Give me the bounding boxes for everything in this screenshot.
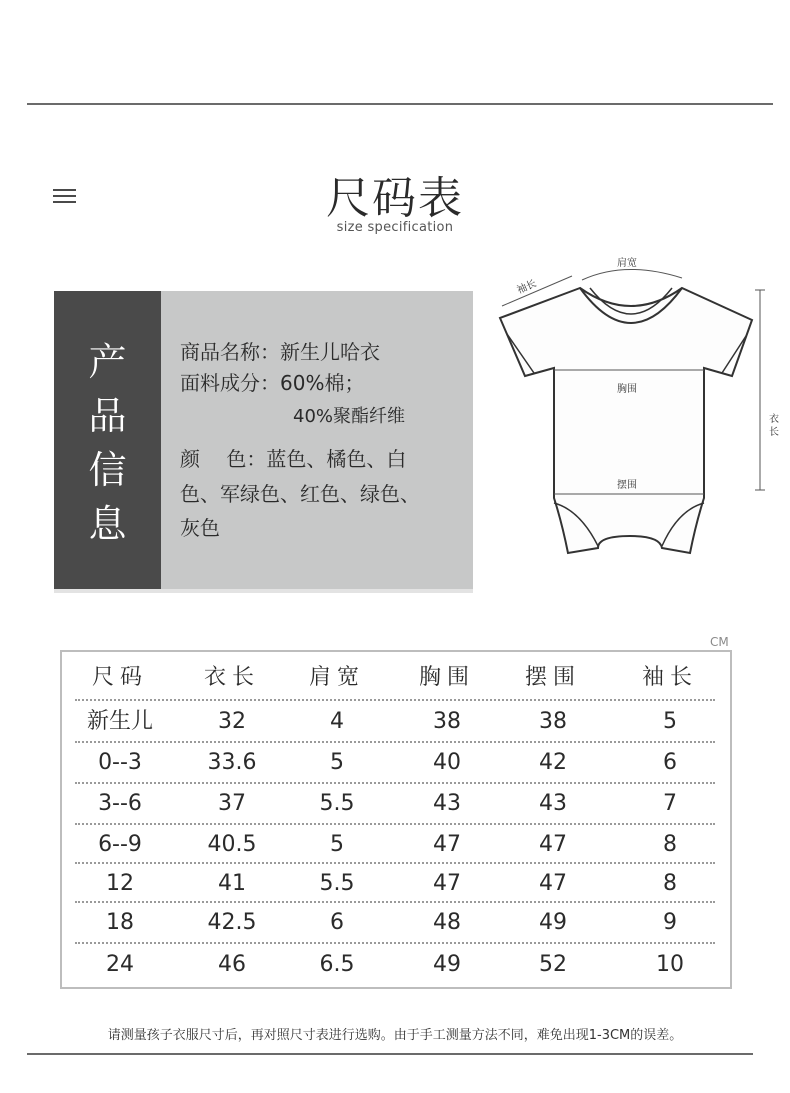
row-separator bbox=[75, 782, 715, 784]
table-cell: 6 bbox=[330, 910, 344, 935]
fabric-line: 面料成分：60%棉； bbox=[180, 371, 365, 395]
table-cell: 49 bbox=[433, 952, 461, 977]
table-cell: 37 bbox=[218, 791, 246, 816]
table-cell: 33.6 bbox=[207, 750, 257, 775]
table-row bbox=[75, 905, 715, 941]
table-cell: 10 bbox=[656, 952, 684, 977]
table-cell: 9 bbox=[663, 910, 677, 935]
table-row bbox=[75, 827, 715, 863]
table-cell: 52 bbox=[539, 952, 567, 977]
table-cell: 18 bbox=[106, 910, 134, 935]
sleeve-label: 袖长 bbox=[515, 278, 539, 297]
table-cell: 6 bbox=[663, 750, 677, 775]
row-separator bbox=[75, 862, 715, 864]
row-separator bbox=[75, 699, 715, 701]
table-cell: 40 bbox=[433, 750, 461, 775]
fabric-line-2: 40%聚酯纤维 bbox=[293, 406, 406, 427]
top-divider bbox=[27, 103, 773, 105]
bottom-divider bbox=[27, 1053, 753, 1055]
table-header-cell: 摆围 bbox=[524, 665, 581, 690]
table-cell: 5 bbox=[330, 750, 344, 775]
unit-label: CM bbox=[710, 635, 729, 649]
table-cell: 40.5 bbox=[207, 832, 257, 857]
heading-char: 产 bbox=[88, 340, 127, 384]
table-cell: 6--9 bbox=[98, 832, 142, 857]
table-header-cell: 胸围 bbox=[418, 665, 475, 690]
table-cell: 47 bbox=[539, 871, 567, 896]
table-header-cell: 袖长 bbox=[641, 665, 698, 690]
table-cell: 5 bbox=[663, 709, 677, 734]
chest-label: 胸围 bbox=[617, 384, 637, 395]
table-cell: 新生儿 bbox=[86, 709, 153, 734]
table-cell: 49 bbox=[539, 910, 567, 935]
color-line-3: 灰色 bbox=[180, 516, 220, 540]
table-cell: 46 bbox=[218, 952, 246, 977]
table-cell: 47 bbox=[433, 832, 461, 857]
table-cell: 6.5 bbox=[319, 952, 355, 977]
table-header-cell: 衣长 bbox=[203, 665, 260, 690]
bodysuit-outline bbox=[490, 248, 790, 578]
table-cell: 47 bbox=[539, 832, 567, 857]
page-title: 尺码表 bbox=[326, 173, 464, 224]
table-row bbox=[75, 786, 715, 822]
table-header-cell: 肩宽 bbox=[308, 665, 365, 690]
row-separator bbox=[75, 942, 715, 944]
table-cell: 5.5 bbox=[319, 791, 355, 816]
table-header-cell: 尺码 bbox=[91, 665, 148, 690]
table-cell: 38 bbox=[433, 709, 461, 734]
table-cell: 41 bbox=[218, 871, 246, 896]
heading-char: 品 bbox=[88, 394, 127, 438]
table-row bbox=[75, 704, 715, 740]
hem-label: 摆围 bbox=[617, 480, 637, 491]
heading-char: 信 bbox=[88, 448, 127, 492]
table-cell: 5.5 bbox=[319, 871, 355, 896]
table-cell: 5 bbox=[330, 832, 344, 857]
table-row bbox=[75, 947, 715, 983]
table-cell: 4 bbox=[330, 709, 344, 734]
color-line-2: 色、军绿色、红色、绿色、 bbox=[180, 482, 420, 506]
row-separator bbox=[75, 741, 715, 743]
table-cell: 8 bbox=[663, 871, 677, 896]
table-cell: 38 bbox=[539, 709, 567, 734]
product-info-shadow bbox=[54, 589, 473, 593]
product-name-line: 商品名称：新生儿哈衣 bbox=[180, 340, 380, 364]
table-cell: 12 bbox=[106, 871, 134, 896]
table-cell: 0--3 bbox=[98, 750, 142, 775]
table-cell: 7 bbox=[663, 791, 677, 816]
table-cell: 43 bbox=[433, 791, 461, 816]
table-header-row bbox=[75, 660, 715, 696]
table-cell: 32 bbox=[218, 709, 246, 734]
table-row bbox=[75, 745, 715, 781]
color-line: 颜 色：蓝色、橘色、白 bbox=[180, 447, 407, 471]
row-separator bbox=[75, 823, 715, 825]
table-cell: 48 bbox=[433, 910, 461, 935]
table-row bbox=[75, 866, 715, 902]
bodysuit-diagram bbox=[490, 248, 790, 578]
heading-char: 息 bbox=[88, 502, 127, 546]
page-subtitle: size specification bbox=[336, 220, 454, 235]
table-cell: 42.5 bbox=[207, 910, 257, 935]
product-info-heading bbox=[54, 335, 161, 551]
shoulder-label: 肩宽 bbox=[617, 258, 637, 269]
length-label-1: 衣 bbox=[769, 414, 779, 425]
length-label-2: 长 bbox=[769, 427, 779, 438]
table-cell: 3--6 bbox=[98, 791, 142, 816]
row-separator bbox=[75, 901, 715, 903]
table-cell: 42 bbox=[539, 750, 567, 775]
table-cell: 47 bbox=[433, 871, 461, 896]
table-cell: 24 bbox=[106, 952, 134, 977]
measurement-note: 请测量孩子衣服尺寸后，再对照尺寸表进行选购。由于手工测量方法不同，难免出现1-3CM的误差。 bbox=[107, 1028, 683, 1043]
table-cell: 43 bbox=[539, 791, 567, 816]
table-cell: 8 bbox=[663, 832, 677, 857]
